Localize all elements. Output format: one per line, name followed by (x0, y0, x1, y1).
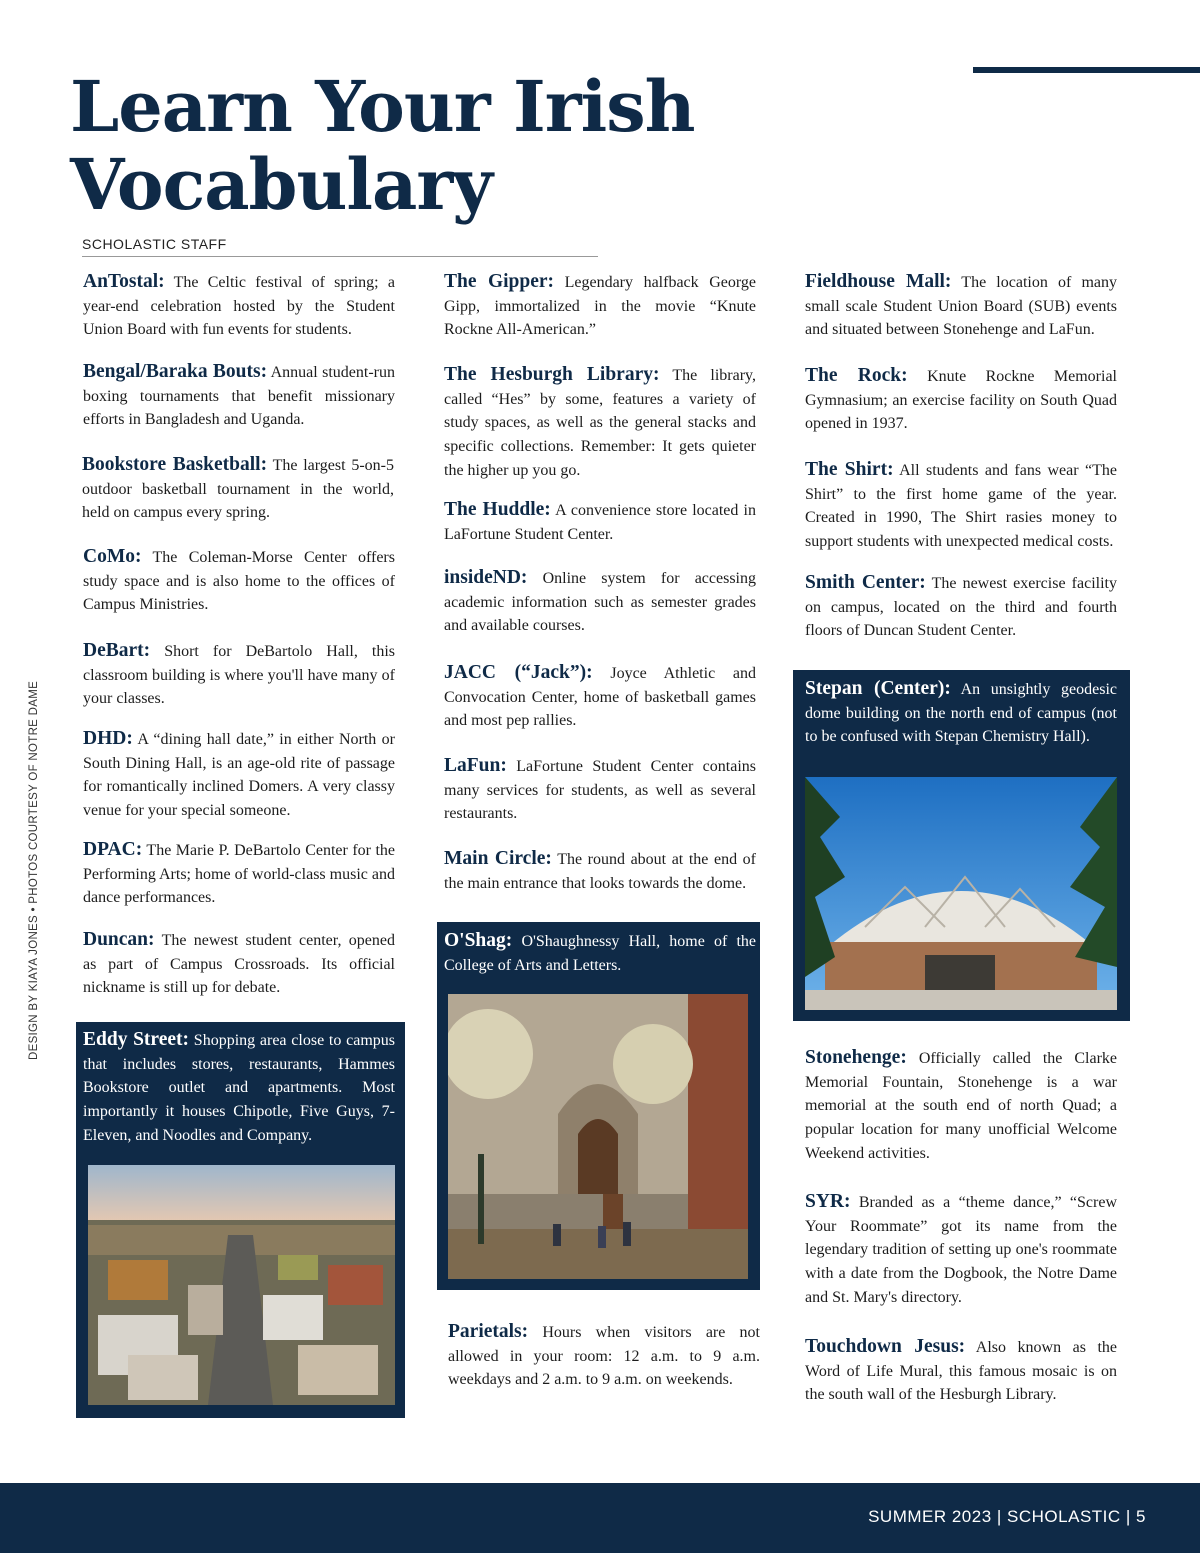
entry-def: Joyce Athletic and Convocation Center, home of basketball games and most pep rallies. (444, 665, 757, 730)
entry-term: The Shirt: (805, 459, 894, 480)
entry-parietals (448, 1320, 760, 1392)
entry-term: Parietals: (448, 1321, 529, 1342)
entry-dpac (83, 838, 395, 910)
entry-touchdown-jesus (805, 1335, 1117, 1407)
entry-term: Smith Center: (805, 572, 926, 593)
entry-term: DHD: (83, 728, 133, 749)
entry-term: The Huddle: (444, 499, 551, 520)
aerial-city-image (88, 1165, 395, 1405)
entry-main-circle (444, 847, 756, 895)
entry-def: The newest student center, opened as part of Campus Crossroads. Its official nickname is still up for debate. (83, 932, 395, 997)
entry-def: The newest exercise facility on campus, located on the third and fourth floors of Duncan Student Center. (805, 575, 1117, 640)
page-title (70, 65, 695, 226)
entry-def: The library, called “Hes” by some, features a variety of study spaces, as well as the general stacks and specific collections. Remember: It gets quieter the higher up you go. (444, 367, 757, 479)
oshag-box (437, 922, 760, 1290)
entry-def: Officially called the Clarke Memorial Fountain, Stonehenge is a war memorial at the south end of north Quad; a popular location for many unofficial Welcome Weekend activities. (805, 1050, 1118, 1162)
entry-jacc (444, 661, 756, 733)
eddy-street-box (76, 1022, 405, 1418)
entry-term: JACC (“Jack”): (444, 662, 593, 683)
stepan-dome-image (805, 777, 1117, 1010)
entry-term: The Hesburgh Library: (444, 364, 660, 385)
entry-term: O'Shag: (444, 930, 513, 951)
entry-def: The Coleman-Morse Center offers study space and is also home to the offices of Campus Ministries. (83, 549, 395, 614)
entry-term: Eddy Street: (83, 1029, 190, 1050)
entry-dhd (83, 727, 395, 823)
entry-term: Touchdown Jesus: (805, 1336, 966, 1357)
entry-def: Also known as the Word of Life Mural, this famous mosaic is on the south wall of the Hesburgh Library. (805, 1339, 1117, 1404)
entry-def: Short for DeBartolo Hall, this classroom building is where you'll have many of your classes. (83, 643, 396, 708)
entry-term: Fieldhouse Mall: (805, 271, 952, 292)
entry-def: Shopping area close to campus that includes stores, restaurants, Hammes Bookstore outlet and apartments. Most importantly it houses Chipotle, Five Guys, 7-Eleven, and Noodles and Company. (83, 1032, 396, 1144)
entry-the-rock (805, 364, 1117, 436)
entry-def: O'Shaughnessy Hall, home of the College of Arts and Letters. (444, 933, 756, 974)
stepan-box (793, 670, 1130, 1021)
entry-stepan (805, 677, 1117, 749)
entry-term: LaFun: (444, 755, 507, 776)
entry-antostal (83, 270, 395, 342)
entry-def: The largest 5-on-5 outdoor basketball tournament in the world, held on campus every spring. (82, 457, 395, 522)
entry-def: The location of many small scale Student Union Board (SUB) events and situated between Stonehenge and LaFun. (805, 274, 1117, 339)
entry-fieldhouse-mall (805, 270, 1117, 342)
entry-def: Branded as a “theme dance,” “Screw Your Roommate” got its name from the legendary tradition of setting up one's roommate with a date from the Dogbook, the Notre Dame and St. Mary's directory. (805, 1194, 1117, 1306)
entry-huddle (444, 498, 756, 546)
entry-lafun (444, 754, 756, 826)
top-rule (973, 67, 1200, 73)
title-line-1: Learn Your Irish (70, 65, 695, 148)
entry-bengal-bouts (83, 360, 395, 432)
eddy-street-photo (88, 1165, 395, 1405)
entry-duncan (83, 928, 395, 1000)
side-credit: DESIGN BY KIAYA JONES • PHOTOS COURTESY OF NOTRE DAME (28, 680, 40, 1060)
entry-the-shirt (805, 458, 1117, 554)
entry-smith-center (805, 571, 1117, 643)
entry-def: Knute Rockne Memorial Gymnasium; an exercise facility on South Quad opened in 1937. (805, 368, 1117, 433)
byline: SCHOLASTIC STAFF (82, 236, 598, 257)
entry-term: Stonehenge: (805, 1047, 907, 1068)
oshag-hall-image (448, 994, 748, 1279)
entry-insidend (444, 566, 756, 638)
entry-def: LaFortune Student Center contains many services for students, as well as several restaurants. (444, 758, 756, 823)
entry-term: CoMo: (83, 546, 142, 567)
entry-def: A convenience store located in LaFortune Student Center. (444, 502, 756, 543)
entry-def: Legendary halfback George Gipp, immortalized in the movie “Knute Rockne All-American.” (444, 274, 756, 339)
entry-term: DeBart: (83, 640, 151, 661)
entry-term: Duncan: (83, 929, 155, 950)
entry-stonehenge (805, 1046, 1117, 1166)
entry-def: All students and fans wear “The Shirt” to the first home game of the year. Created in 1990, The Shirt rasies money to support students with unexpected medical costs. (805, 462, 1117, 551)
entry-oshag (444, 929, 756, 977)
entry-eddy-street (83, 1028, 395, 1148)
entry-bookstore-basketball (82, 453, 394, 525)
entry-term: Bengal/Baraka Bouts: (83, 361, 268, 382)
entry-def: A “dining hall date,” in either North or South Dining Hall, is an age-old rite of passage for romantically inclined Domers. A very classy venue for your special someone. (83, 731, 395, 820)
title-line-2: Vocabulary (70, 143, 492, 226)
entry-syr (805, 1190, 1117, 1310)
oshag-photo (448, 994, 748, 1279)
entry-def: The Celtic festival of spring; a year-end celebration hosted by the Student Union Board with fun events for students. (83, 274, 395, 339)
entry-term: insideND: (444, 567, 528, 588)
entry-term: The Rock: (805, 365, 908, 386)
entry-def: The Marie P. DeBartolo Center for the Performing Arts; home of world-class music and dance performances. (83, 842, 396, 907)
entry-def: Hours when visitors are not allowed in your room: 12 a.m. to 9 a.m. weekdays and 2 a.m. to 9 a.m. on weekends. (448, 1324, 761, 1389)
entry-term: Main Circle: (444, 848, 552, 869)
footer-bar (0, 1483, 1200, 1553)
entry-def: Online system for accessing academic information such as semester grades and available courses. (444, 570, 757, 635)
entry-hesburgh-library (444, 363, 756, 483)
entry-def: An unsightly geodesic dome building on the north end of campus (not to be confused with Stepan Chemistry Hall). (805, 681, 1117, 746)
entry-term: SYR: (805, 1191, 851, 1212)
entry-como (83, 545, 395, 617)
entry-def: The round about at the end of the main entrance that looks towards the dome. (444, 851, 756, 892)
entry-term: Stepan (Center): (805, 678, 951, 699)
stepan-photo (805, 777, 1117, 1010)
entry-debart (83, 639, 395, 711)
footer-text: SUMMER 2023 | SCHOLASTIC | 5 (868, 1507, 1146, 1526)
entry-term: Bookstore Basketball: (82, 454, 268, 475)
entry-term: DPAC: (83, 839, 143, 860)
entry-term: AnTostal: (83, 271, 165, 292)
entry-def: Annual student-run boxing tournaments that benefit missionary efforts in Bangladesh and Uganda. (83, 364, 395, 429)
entry-term: The Gipper: (444, 271, 555, 292)
entry-gipper (444, 270, 756, 342)
